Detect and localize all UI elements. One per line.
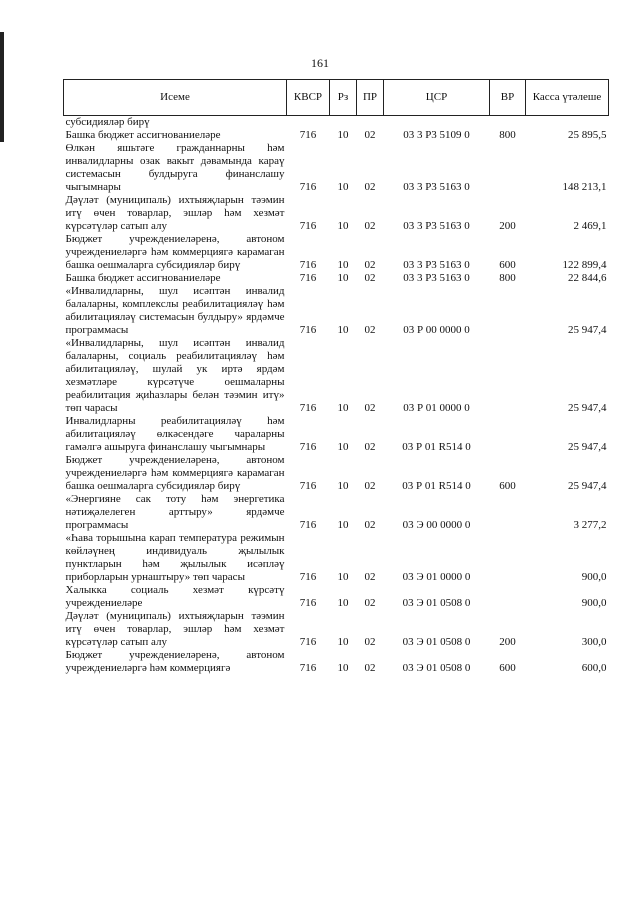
cell-csr: 03 Р 01 0000 0: [403, 402, 470, 414]
cell-name: Өлкән яшьтәге гражданнарны һәм инвалидларны озак вакыт дәвамында караү системасын булдыруга финанслашу чыгымнары: [65, 142, 285, 193]
cell-pr: 02: [364, 402, 376, 414]
cell-kvsr: 716: [299, 636, 317, 648]
cell-amount: 2 469,1: [573, 220, 607, 232]
cell-amount: 900,0: [581, 597, 607, 609]
cell-name: Бюджет учреждениеләренә, автоном учреждениеләргә һәм коммерциягә: [65, 649, 285, 674]
cell-rz: 10: [337, 272, 349, 284]
cell-csr: [384, 116, 490, 130]
cell-kvsr: 716: [299, 220, 317, 232]
table-row: [64, 649, 609, 675]
cell-rz: 10: [337, 441, 349, 453]
cell-amount: 148 213,1: [562, 181, 607, 193]
cell-rz: 10: [337, 597, 349, 609]
cell-vr: [490, 493, 526, 532]
table-row: [64, 415, 609, 454]
cell-vr: [490, 415, 526, 454]
cell-amount: 3 277,2: [573, 519, 607, 531]
cell-name: Бюджет учреждениеләренә, автоном учреждениеләргә һәм коммерциягә карамаган башка оешмаларга субсидияләр бирү: [65, 233, 285, 271]
table-row: [64, 272, 609, 285]
cell-rz: 10: [337, 220, 349, 232]
table-row: [64, 116, 609, 130]
table-row: [64, 337, 609, 415]
cell-amount: 25 947,4: [568, 480, 607, 492]
cell-amount: 300,0: [581, 636, 607, 648]
cell-pr: 02: [364, 571, 376, 583]
cell-amount: 122 899,4: [562, 259, 607, 271]
table-row: [64, 584, 609, 610]
cell-kvsr: 716: [299, 662, 317, 674]
cell-name: Халыкка социаль хезмәт күрсәтү учреждениеләре: [65, 584, 285, 609]
table-row: [64, 285, 609, 337]
header-kvsr: КВСР: [287, 80, 330, 116]
cell-kvsr: 716: [299, 129, 317, 141]
cell-vr: 800: [499, 129, 516, 141]
cell-rz: [330, 116, 357, 130]
cell-name: Дәүләт (муниципаль) ихтыяҗларын тәэмин итү өчен товарлар, эшләр һәм хезмәт күрсәтүләр сатып алу: [65, 610, 285, 648]
cell-vr: [490, 116, 526, 130]
cell-name: Инвалидларны реабилитацияләү һәм абилитацияләү өлкәсендәге чараларны гамәлгә ашыруга финанслашу чыгымнары: [65, 415, 285, 453]
cell-rz: 10: [337, 519, 349, 531]
cell-vr: 600: [499, 259, 516, 271]
budget-table: [63, 79, 609, 675]
cell-rz: 10: [337, 259, 349, 271]
cell-amount: 25 947,4: [568, 324, 607, 336]
cell-csr: 03 3 Р3 5163 0: [403, 181, 470, 193]
cell-kvsr: 716: [299, 272, 317, 284]
cell-kvsr: 716: [299, 441, 317, 453]
table-row: [64, 532, 609, 584]
cell-amount: 22 844,6: [568, 272, 607, 284]
cell-vr: [490, 532, 526, 584]
cell-rz: 10: [337, 181, 349, 193]
cell-rz: 10: [337, 402, 349, 414]
cell-kvsr: 716: [299, 480, 317, 492]
cell-pr: 02: [364, 636, 376, 648]
cell-csr: 03 Э 00 0000 0: [402, 519, 471, 531]
cell-csr: 03 Э 01 0508 0: [402, 636, 471, 648]
table-row: [64, 194, 609, 233]
cell-name: Башка бюджет ассигнованиеләре: [65, 129, 221, 141]
cell-csr: 03 Р 01 R514 0: [402, 441, 471, 453]
cell-pr: 02: [364, 480, 376, 492]
cell-kvsr: [287, 116, 330, 130]
cell-name: Бюджет учреждениеләренә, автоном учреждениеләргә һәм коммерциягә карамаган башка оешмаларга субсидияләр бирү: [65, 454, 285, 492]
cell-csr: 03 Э 01 0000 0: [402, 571, 471, 583]
cell-vr: [490, 584, 526, 610]
cell-kvsr: 716: [299, 181, 317, 193]
cell-csr: 03 Э 01 0508 0: [402, 662, 471, 674]
table-row: [64, 142, 609, 194]
cell-kvsr: 716: [299, 519, 317, 531]
cell-csr: 03 3 Р3 5109 0: [403, 129, 470, 141]
cell-csr: 03 Р 01 R514 0: [402, 480, 471, 492]
table-header-row: [64, 80, 609, 116]
table-body: [64, 116, 609, 676]
cell-rz: 10: [337, 636, 349, 648]
cell-amount: 25 947,4: [568, 441, 607, 453]
cell-csr: 03 3 Р3 5163 0: [403, 259, 470, 271]
cell-pr: 02: [364, 259, 376, 271]
header-name: Исеме: [64, 80, 287, 116]
header-kassa: Касса үтәлеше: [526, 80, 609, 116]
cell-rz: 10: [337, 662, 349, 674]
header-rz: Рз: [330, 80, 357, 116]
cell-csr: 03 3 Р3 5163 0: [403, 272, 470, 284]
header-vr: ВР: [490, 80, 526, 116]
cell-pr: 02: [364, 220, 376, 232]
cell-csr: 03 Р 00 0000 0: [403, 324, 470, 336]
cell-amount: 900,0: [581, 571, 607, 583]
cell-kvsr: 716: [299, 571, 317, 583]
header-pr: ПР: [357, 80, 384, 116]
table-row: [64, 233, 609, 272]
cell-vr: [490, 285, 526, 337]
cell-name: Дәүләт (муниципаль) ихтыяҗларын тәэмин итү өчен товарлар, эшләр һәм хезмәт күрсәтүләр сатып алу: [65, 194, 285, 232]
scan-edge-mark: [0, 32, 4, 142]
cell-name: Башка бюджет ассигнованиеләре: [65, 272, 221, 284]
table-row: [64, 610, 609, 649]
cell-pr: 02: [364, 129, 376, 141]
cell-pr: 02: [364, 272, 376, 284]
cell-pr: 02: [364, 519, 376, 531]
cell-pr: 02: [364, 324, 376, 336]
cell-rz: 10: [337, 480, 349, 492]
cell-vr: 600: [499, 480, 516, 492]
cell-amount: 25 947,4: [568, 402, 607, 414]
cell-name: субсидияләр бирү: [65, 116, 150, 128]
page-number: 161: [311, 56, 329, 70]
cell-amount: [526, 116, 609, 130]
cell-pr: 02: [364, 181, 376, 193]
cell-kvsr: 716: [299, 597, 317, 609]
table-row: [64, 454, 609, 493]
cell-name: «Һава торышына карап температура режимын көйләүнең индивидуаль җылылык пунктларын һәм җылылык исәпләү приборларын урнаштыру» төп чарасы: [65, 532, 285, 583]
cell-pr: 02: [364, 662, 376, 674]
cell-name: «Инвалидларны, шул исәптән инвалид балаларны, комплекслы реабилитацияләү һәм абилитацияләү системасын булдыру» ярдәмче программасы: [65, 285, 285, 336]
cell-csr: 03 Э 01 0508 0: [402, 597, 471, 609]
cell-name: «Инвалидларны, шул исәптән инвалид балаларны, социаль реабилитацияләү һәм абилитацияләү, шулай ук иртә ярдәм хезмәтләре күрсәтүче оешмаларны реабилитация җиһазлары белән тәэмин итү» төп чарасы: [65, 337, 285, 414]
cell-pr: [357, 116, 384, 130]
cell-amount: 25 895,5: [568, 129, 607, 141]
cell-vr: 600: [499, 662, 516, 674]
cell-vr: [490, 142, 526, 194]
cell-kvsr: 716: [299, 402, 317, 414]
cell-kvsr: 716: [299, 324, 317, 336]
cell-csr: 03 3 Р3 5163 0: [403, 220, 470, 232]
cell-amount: 600,0: [581, 662, 607, 674]
table-row: [64, 493, 609, 532]
cell-vr: 800: [499, 272, 516, 284]
cell-pr: 02: [364, 597, 376, 609]
cell-pr: 02: [364, 441, 376, 453]
cell-vr: 200: [499, 220, 516, 232]
cell-vr: 200: [499, 636, 516, 648]
cell-name: «Энергияне сак тоту һәм энергетика нәтиҗәлелеген арттыру» ярдәмче программасы: [65, 493, 285, 531]
table-row: [64, 129, 609, 142]
cell-rz: 10: [337, 571, 349, 583]
cell-kvsr: 716: [299, 259, 317, 271]
cell-vr: [490, 337, 526, 415]
cell-rz: 10: [337, 129, 349, 141]
cell-rz: 10: [337, 324, 349, 336]
header-csr: ЦСР: [384, 80, 490, 116]
